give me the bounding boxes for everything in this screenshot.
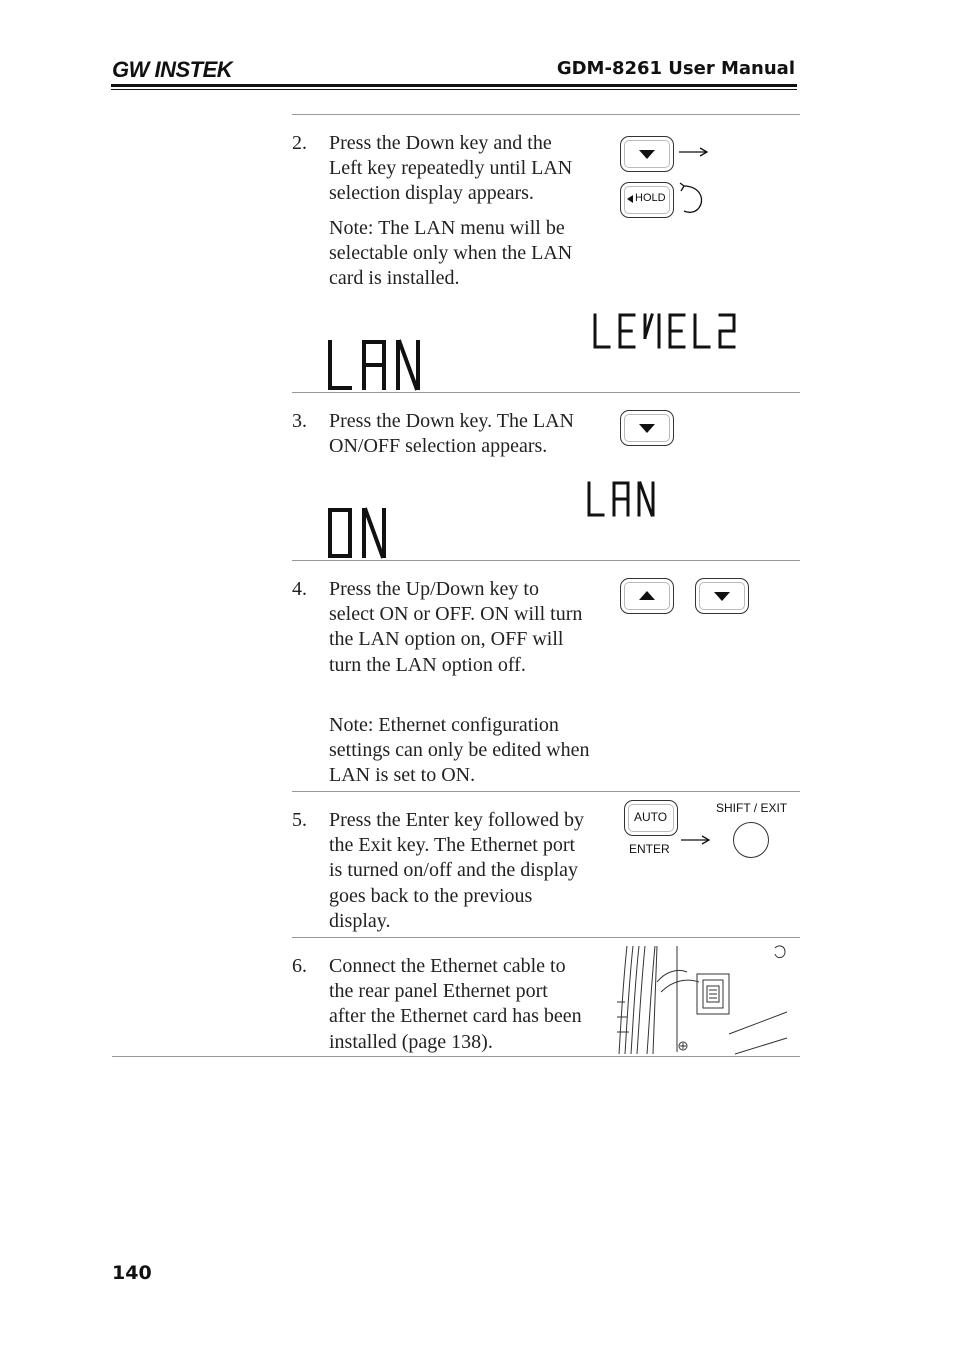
section-divider xyxy=(292,392,800,393)
shift-exit-label: SHIFT / EXIT xyxy=(716,801,788,815)
lcd-char xyxy=(595,315,609,347)
lcd-main-display xyxy=(326,506,406,558)
header-rule xyxy=(111,84,797,87)
logo-text: GW INSTEK xyxy=(112,57,233,82)
step-number: 6. xyxy=(292,955,307,977)
down-arrow-icon xyxy=(621,411,673,445)
repeat-arrow-icon xyxy=(676,180,706,216)
lcd-char xyxy=(589,483,603,515)
hold-label: HOLD xyxy=(635,192,666,204)
gwinstek-logo xyxy=(112,56,234,82)
auto-label: AUTO xyxy=(634,810,668,824)
lcd-char xyxy=(330,510,350,556)
lcd-char xyxy=(720,315,734,347)
step-number: 2. xyxy=(292,132,307,154)
page-number: 140 xyxy=(112,1262,152,1284)
lcd-char xyxy=(670,315,684,347)
down-key[interactable] xyxy=(620,136,674,172)
lcd-char xyxy=(364,342,384,388)
manual-title: GDM-8261 User Manual xyxy=(556,58,795,79)
down-key[interactable] xyxy=(695,578,749,614)
section-divider xyxy=(292,937,800,938)
step-note: Note: The LAN menu will be selectable only when the LAN card is installed. xyxy=(329,217,573,290)
lcd-char xyxy=(398,342,418,388)
step-number: 5. xyxy=(292,809,307,831)
step-text: Press the Up/Down key to select ON or OFF. ON will turn the LAN option on, OFF will turn the LAN option off. xyxy=(329,578,583,676)
step-number: 4. xyxy=(292,578,307,600)
step-number: 3. xyxy=(292,410,307,432)
section-divider xyxy=(292,114,800,115)
down-key[interactable] xyxy=(620,410,674,446)
step-text: Connect the Ethernet cable to the rear panel Ethernet port after the Ethernet card has been installed (page 138). xyxy=(329,955,582,1053)
section-divider xyxy=(292,560,800,561)
left-hold-key[interactable] xyxy=(620,182,674,218)
right-arrow-icon xyxy=(680,832,712,848)
step-text: Press the Down key. The LAN ON/OFF selection appears. xyxy=(329,410,574,458)
up-arrow-icon xyxy=(621,579,673,613)
section-divider xyxy=(292,791,800,792)
step-text: Press the Enter key followed by the Exit key. The Ethernet port is turned on/off and the display goes back to the previous display. xyxy=(329,809,584,932)
lcd-char xyxy=(645,315,659,347)
lcd-char xyxy=(695,315,709,347)
step-text: Press the Down key and the Left key repeatedly until LAN selection display appears. xyxy=(329,132,573,205)
lcd-char xyxy=(614,483,628,515)
enter-label: ENTER xyxy=(629,842,670,856)
header-rule-thin xyxy=(111,89,797,90)
shift-exit-key[interactable] xyxy=(733,822,769,858)
auto-enter-key[interactable] xyxy=(624,800,678,836)
lcd-secondary-display xyxy=(592,312,752,352)
down-arrow-icon xyxy=(696,579,748,613)
lcd-char xyxy=(620,315,634,347)
lcd-char xyxy=(364,510,384,556)
right-arrow-icon xyxy=(678,144,710,160)
lcd-main-display xyxy=(326,338,436,390)
rear-panel-ethernet-illustration xyxy=(617,942,789,1056)
lcd-char xyxy=(330,342,350,388)
lcd-secondary-display xyxy=(586,480,676,520)
up-key[interactable] xyxy=(620,578,674,614)
down-arrow-icon xyxy=(621,137,673,171)
lcd-char xyxy=(639,483,653,515)
step-note: Note: Ethernet configuration settings can only be edited when LAN is set to ON. xyxy=(329,714,590,787)
section-end-rule xyxy=(112,1056,800,1057)
